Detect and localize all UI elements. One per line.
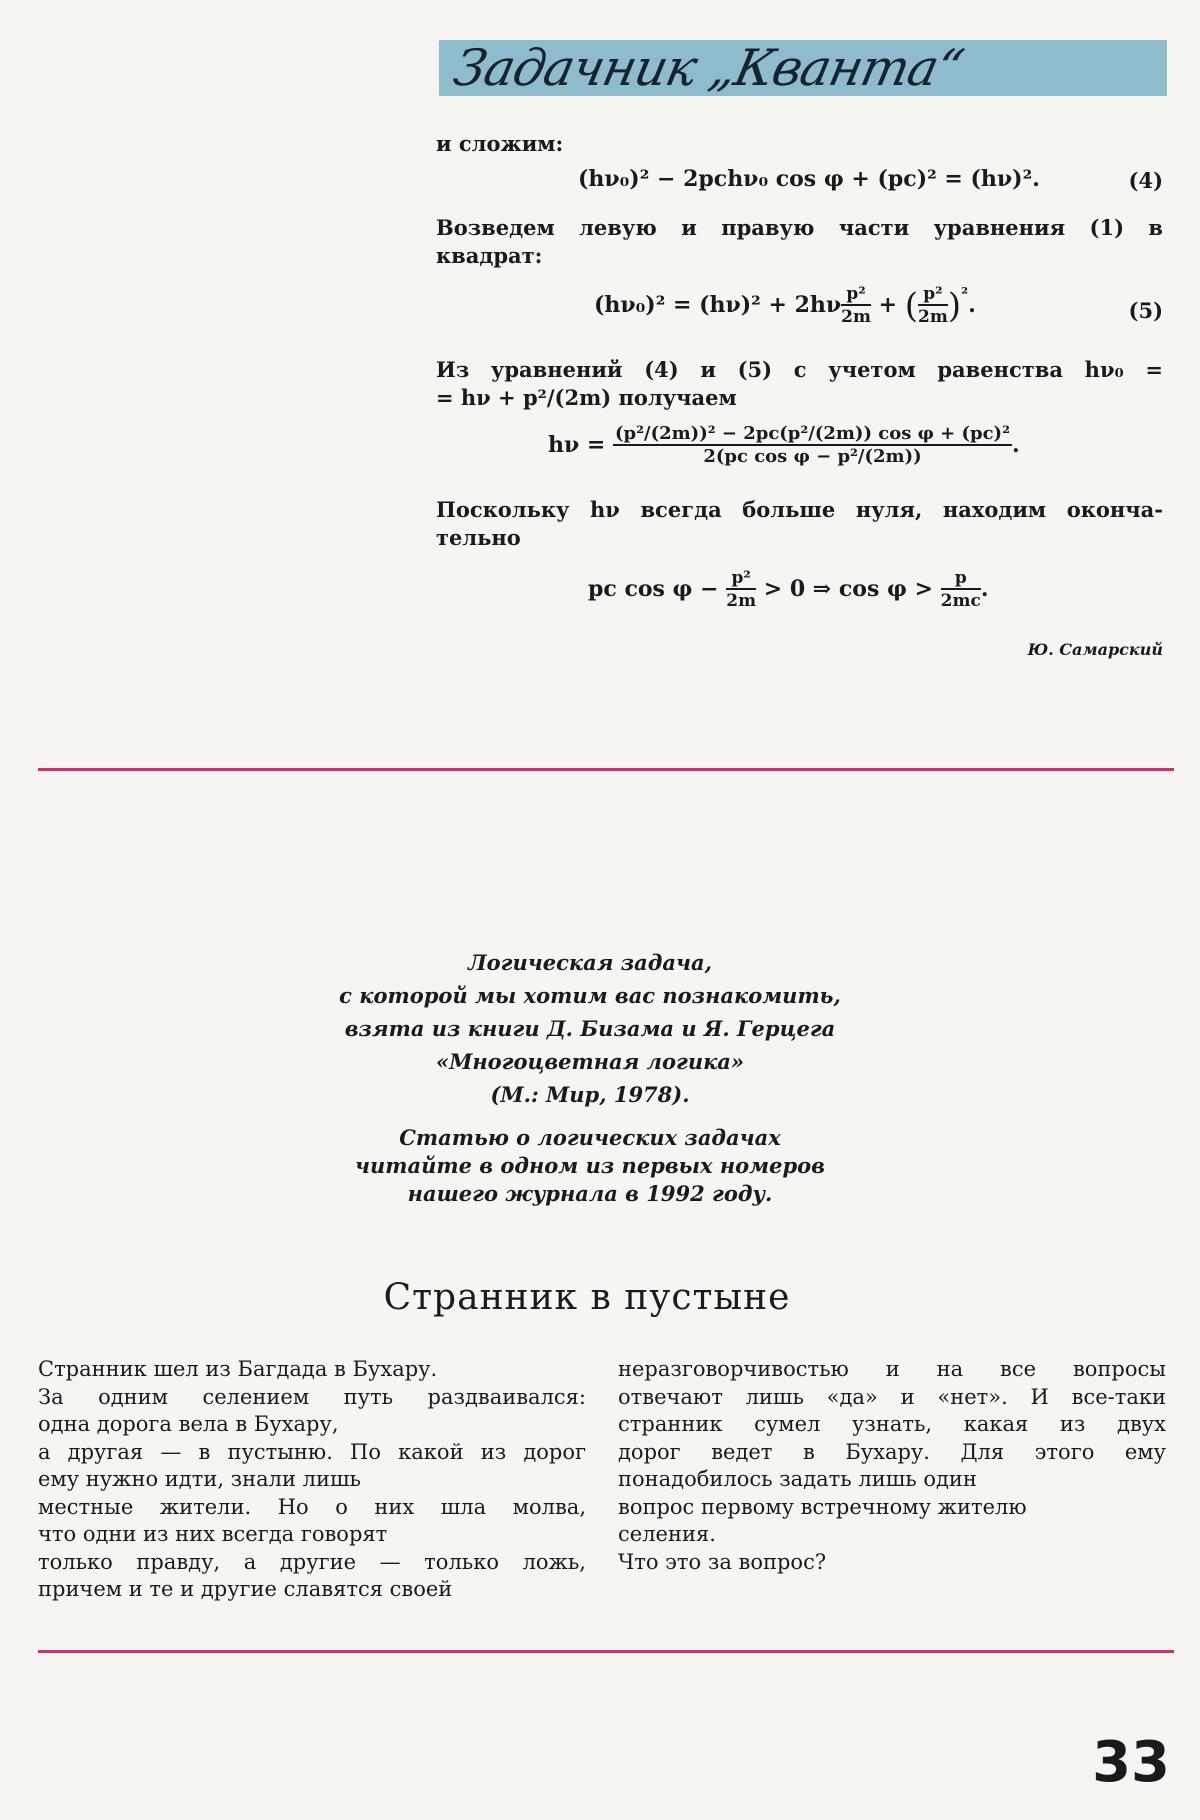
equation-4-number: (4) — [1128, 168, 1163, 193]
story-line: одна дорога вела в Бухару, — [38, 1412, 339, 1436]
eq6-numerator: (p²/(2m))² − 2pc(p²/(2m)) cos φ + (pc)² — [615, 423, 1010, 444]
intro-line: Логическая задача, — [468, 950, 712, 975]
intro-note — [300, 1124, 880, 1208]
equation-5-square: ² — [961, 284, 969, 303]
paragraph-2-line-1: Возведем левую и правую части уравнения (1) в — [436, 215, 1163, 240]
equation-5 — [594, 284, 976, 328]
equation-5-fraction-2 — [918, 284, 948, 328]
equation-6-period: . — [1011, 432, 1020, 458]
article-left-column — [38, 1356, 586, 1604]
intro-note-line: читайте в одном из первых номеров — [355, 1153, 825, 1178]
story-line: только правду, а другие — только ложь, — [38, 1549, 586, 1574]
eq6-denominator: 2(pc cos φ − p²/(2m)) — [703, 446, 922, 467]
intro-line: «Многоцветная логика» — [435, 1049, 745, 1074]
equation-5-period: . — [968, 292, 976, 318]
equation-7-period: . — [980, 576, 989, 602]
intro-note-line: Статью о логических задачах — [399, 1125, 781, 1150]
eq5-frac1-denominator: 2m — [841, 307, 871, 327]
story-line: причем и те и другие славятся своей — [38, 1577, 453, 1601]
eq5-frac2-denominator: 2m — [918, 307, 948, 327]
equation-7 — [588, 568, 989, 612]
divider-bottom — [38, 1650, 1174, 1653]
equation-7-fraction-1 — [726, 568, 756, 612]
equation-7-middle: > 0 ⇒ cos φ > — [763, 576, 933, 602]
equation-5-plus: + — [878, 292, 898, 318]
paren-left: ( — [904, 286, 919, 326]
equation-5-number: (5) — [1128, 298, 1163, 323]
article-title: Странник в пустыне — [383, 1277, 791, 1318]
intro-line: (М.: Мир, 1978). — [490, 1082, 690, 1107]
intro-line: с которой мы хотим вас познакомить, — [339, 983, 841, 1008]
intro-line: взята из книги Д. Бизама и Я. Герцега — [344, 1016, 836, 1041]
paragraph-4-line-2: тельно — [436, 525, 521, 550]
paragraph-3-line-1: Из уравнений (4) и (5) с учетом равенства hν₀ = — [436, 357, 1163, 382]
paragraph-4-line-1: Поскольку hν всегда больше нуля, находим оконча- — [436, 497, 1163, 522]
divider-top — [38, 768, 1174, 771]
paragraph-2 — [436, 214, 1163, 270]
story-line: а другая — в пустыню. По какой из дорог — [38, 1439, 586, 1464]
paragraph-3 — [436, 356, 1163, 412]
story-line: что одни из них всегда говорят — [38, 1522, 388, 1546]
story-line: странник сумел узнать, какая из двух — [618, 1412, 1166, 1436]
intro-note-line: нашего журнала в 1992 году. — [407, 1181, 773, 1206]
story-line: селения. — [618, 1522, 716, 1546]
lead-text: и сложим: — [436, 131, 564, 156]
story-line: неразговорчивостью и на все вопросы — [618, 1357, 1166, 1381]
story-line: дорог ведет в Бухару. Для этого ему — [618, 1439, 1166, 1464]
eq7-frac1-denominator: 2m — [726, 591, 757, 611]
story-line: отвечают лишь «да» и «нет». И все-таки — [618, 1384, 1166, 1409]
section-title: Задачник „Кванта“ — [448, 39, 968, 97]
equation-7-left: pc cos φ − — [588, 576, 719, 602]
page-number: 33 — [1092, 1730, 1170, 1795]
eq5-frac2-numerator: p² — [918, 284, 948, 306]
equation-6 — [548, 424, 1020, 468]
paren-right: ) — [947, 286, 962, 326]
story-line: понадобилось задать лишь один — [618, 1467, 977, 1491]
story-line: За одним селением путь раздваивался: — [38, 1384, 586, 1409]
equation-6-left: hν = — [548, 432, 606, 458]
eq5-frac1-numerator: p² — [841, 284, 871, 306]
author-signature: Ю. Самарский — [1027, 640, 1163, 659]
story-line: ему нужно идти, знали лишь — [38, 1467, 361, 1491]
story-line: Что это за вопрос? — [618, 1549, 827, 1574]
paragraph-4 — [436, 496, 1163, 552]
equation-6-fraction — [613, 424, 1012, 468]
equation-7-fraction-2 — [941, 568, 981, 612]
article-right-column — [618, 1356, 1166, 1576]
paragraph-3-line-2: = hν + p²/(2m) получаем — [436, 385, 737, 410]
equation-4: (hν₀)² − 2pchν₀ cos φ + (pc)² = (hν)². — [578, 166, 1040, 192]
equation-5-left: (hν₀)² = (hν)² + 2hν — [594, 292, 842, 318]
equation-5-fraction-1 — [841, 284, 871, 328]
intro-block — [300, 946, 880, 1111]
story-line: местные жители. Но о них шла молва, — [38, 1494, 586, 1519]
story-line: Странник шел из Багдада в Бухару. — [38, 1357, 438, 1381]
eq7-frac2-numerator: p — [941, 568, 981, 590]
eq7-frac1-numerator: p² — [726, 568, 756, 590]
paragraph-2-line-2: квадрат: — [436, 243, 543, 268]
eq7-frac2-denominator: 2mc — [940, 591, 981, 611]
story-line: вопрос первому встречному жителю — [618, 1494, 1027, 1519]
